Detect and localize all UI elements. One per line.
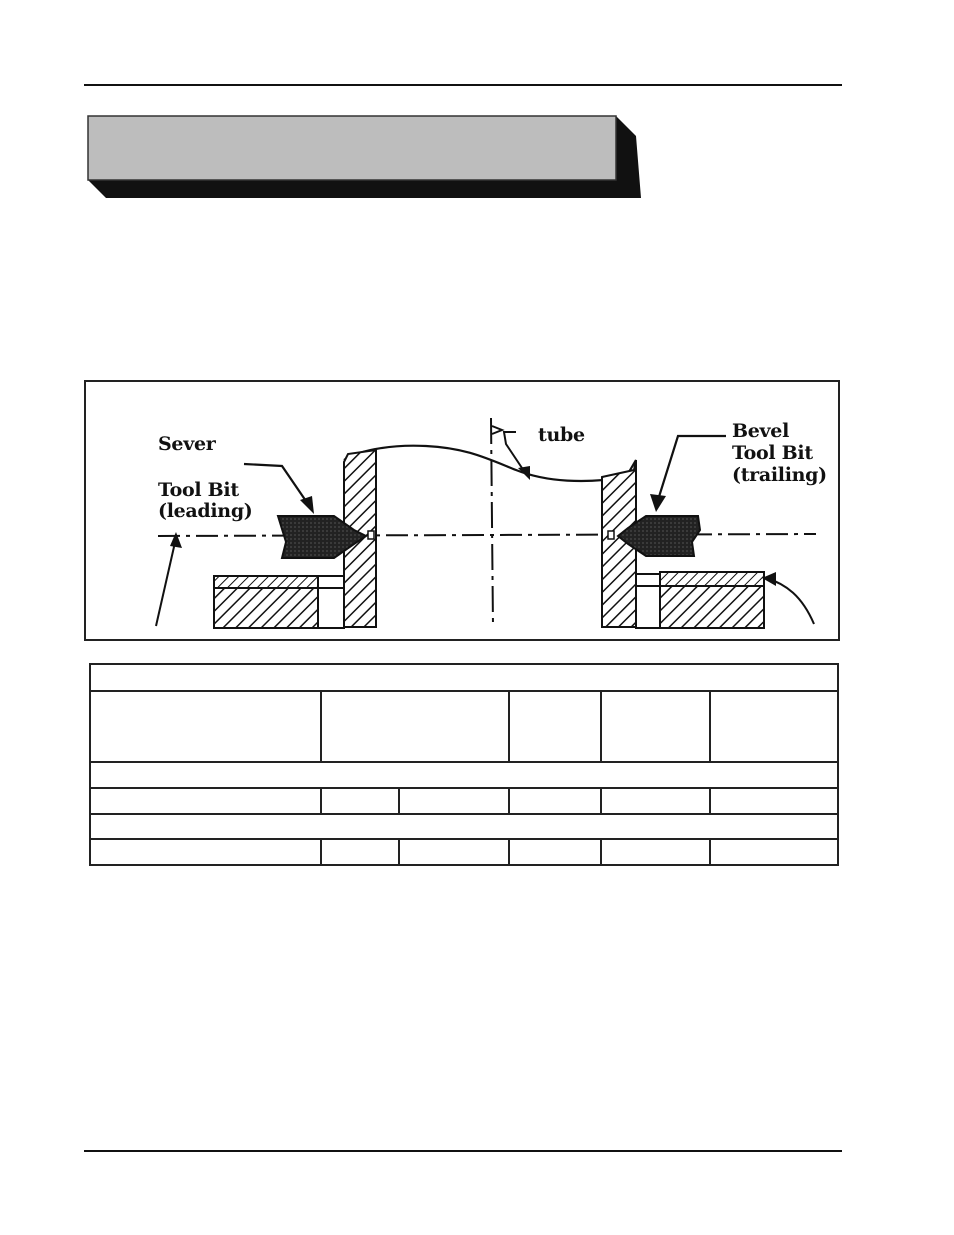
tube-outline (344, 446, 636, 481)
table-section-row (90, 814, 838, 840)
tube-cutting-diagram (84, 380, 840, 641)
horizontal-centerline (158, 534, 816, 536)
vertical-centerline (491, 418, 493, 627)
table-row (90, 788, 838, 814)
header-cell (321, 691, 509, 763)
table-cell (90, 839, 321, 865)
top-rule (84, 84, 842, 86)
table-cell (601, 788, 710, 814)
table-cell (90, 788, 321, 814)
label-sever: Sever (158, 433, 216, 455)
label-bevel: Bevel (732, 420, 789, 442)
table-cell (509, 839, 601, 865)
right-clamp-base (660, 586, 764, 628)
label-tube: tube (538, 424, 585, 446)
left-clamp-base (214, 588, 318, 628)
header-cell (90, 691, 321, 763)
tool-settings-table (89, 663, 839, 866)
table-cell (601, 839, 710, 865)
bottom-rule (84, 1150, 842, 1152)
table-cell (710, 839, 838, 865)
table-title-row (90, 664, 838, 691)
header-cell (710, 691, 838, 763)
table-cell (321, 788, 399, 814)
table-cell (321, 839, 399, 865)
label-tool-bit-left: Tool Bit (158, 479, 239, 501)
table-cell (399, 788, 509, 814)
section-cell (90, 814, 838, 840)
table-cell (710, 788, 838, 814)
table-header-row (90, 691, 838, 763)
section-cell (90, 762, 838, 788)
table-cell (399, 839, 509, 865)
label-leading: (leading) (158, 500, 253, 522)
table-row (90, 839, 838, 865)
header-cell (601, 691, 710, 763)
section-title-banner (86, 114, 642, 200)
left-clamp-top (214, 576, 318, 588)
label-tool-bit-right: Tool Bit (732, 442, 813, 464)
right-clamp-top (660, 572, 764, 586)
table-title-cell (90, 664, 838, 691)
table-section-row (90, 762, 838, 788)
header-cell (509, 691, 601, 763)
label-trailing: (trailing) (732, 464, 827, 486)
table-cell (509, 788, 601, 814)
